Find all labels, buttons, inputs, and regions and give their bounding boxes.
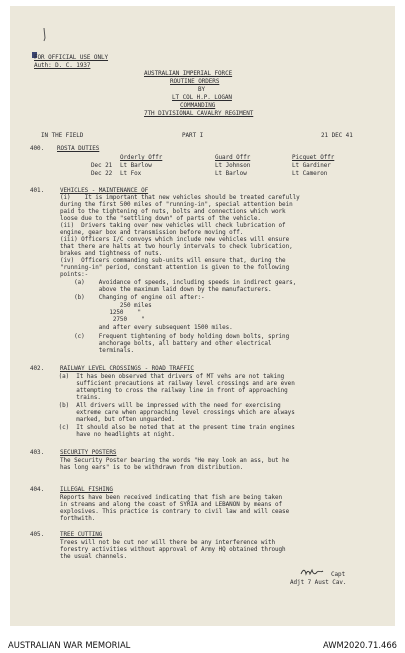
- section-403-title: SECURITY POSTERS: [60, 449, 117, 456]
- body-line: in streams and along the coast of SYRIA and LEBANON by means of: [60, 501, 283, 508]
- body-line: sufficient precautions at railway level crossings and are even: [48, 380, 295, 387]
- header-orders: ROUTINE ORDERS: [170, 78, 220, 85]
- body-line: marked, but often unguarded.: [48, 416, 175, 423]
- body-line: (iii) Officers I/C convoys which include new vehicles will ensure: [60, 236, 290, 243]
- body-line: (b) All drivers will be impressed with the need for exercising: [48, 402, 281, 409]
- header-commanding: COMMANDING: [180, 102, 216, 109]
- classification-line-2: Auth: D. C. 1937: [34, 62, 91, 69]
- body-line: The Security Poster bearing the words "He may look an ass, but he: [60, 457, 290, 464]
- body-line: explosives. This practice is contrary to civil law and will cease: [60, 508, 290, 515]
- body-line: brakes and tightness of nuts.: [60, 250, 163, 257]
- body-line: (iv) Officers commanding sub-units will ensure that, during the: [60, 257, 286, 264]
- roster-orderly: Lt Fox: [120, 170, 142, 177]
- body-line: "running-in" period, constant attention is given to the following: [60, 264, 290, 271]
- body-line: (i) It is important that new vehicles should be treated carefully: [60, 194, 300, 201]
- roster-col-guard: Guard Offr: [215, 154, 251, 161]
- body-line: (c) It should also be noted that at the present time train engines: [48, 424, 295, 431]
- body-line: (c) Frequent tightening of body holding down bolts, spring: [60, 333, 290, 340]
- body-line: (ii) Drivers taking over new vehicles will check lubrication of: [60, 222, 286, 229]
- body-line: have no headlights at night.: [48, 431, 175, 438]
- body-line: forestry activities without approval of Army HQ obtained through: [60, 546, 286, 553]
- body-line: 2750 ": [60, 316, 145, 323]
- roster-picquet: Lt Cameron: [292, 170, 328, 177]
- roster-picquet: Lt Gardiner: [292, 162, 331, 169]
- location: IN THE FIELD: [41, 132, 84, 139]
- body-line: (b) Changing of engine oil after:-: [60, 294, 205, 301]
- roster-guard: Lt Barlow: [215, 170, 247, 177]
- section-405-title: TREE CUTTING: [60, 531, 103, 538]
- header-commander: LT COL H.P. LOGAN: [172, 94, 232, 101]
- section-401-number: 401.: [30, 187, 45, 194]
- roster-col-picquet: Picquet Offr: [292, 154, 335, 161]
- body-line: paid to the tightening of nuts, bolts and connections which work: [60, 208, 286, 215]
- body-line: Reports have been received indicating that fish are being taken: [60, 494, 283, 501]
- archive-footer: [0, 631, 405, 653]
- header-unit: 7TH DIVISIONAL CAVALRY REGIMENT: [144, 110, 254, 117]
- roster-col-orderly: Orderly Offr: [120, 154, 163, 161]
- section-405-number: 405.: [30, 531, 45, 538]
- body-line: attempting to cross the railway line in front of approaching: [48, 387, 288, 394]
- classification-line-1: FOR OFFICIAL USE ONLY: [34, 54, 109, 61]
- footer-institution: AUSTRALIAN WAR MEMORIAL: [8, 640, 131, 650]
- signature-rank: Capt: [331, 571, 346, 578]
- body-line: and after every subsequent 1500 miles.: [60, 324, 233, 331]
- header-force: AUSTRALIAN IMPERIAL FORCE: [144, 70, 233, 77]
- section-404-number: 404.: [30, 486, 45, 493]
- part-label: PART I: [182, 132, 204, 139]
- body-line: Trees will not be cut nor will there be any interference with: [60, 539, 276, 546]
- section-401-title: VEHICLES - MAINTENANCE OF: [60, 187, 149, 194]
- body-line: above the maximum laid down by the manufacturers.: [60, 286, 272, 293]
- order-date: 21 DEC 41: [321, 132, 353, 139]
- footer-accession-number: AWM2020.71.466: [322, 640, 397, 650]
- section-404-title: ILLEGAL FISHING: [60, 486, 113, 493]
- signature-appointment: Adjt 7 Aust Cav.: [290, 579, 347, 586]
- section-400-number: 400.: [30, 145, 45, 152]
- roster-orderly: Lt Barlow: [120, 162, 152, 169]
- body-line: has long ears" is to be withdrawn from distribution.: [60, 464, 244, 471]
- section-402-title: RAILWAY LEVEL CROSSINGS - ROAD TRAFFIC: [60, 365, 194, 372]
- section-400-title: ROSTA DUTIES: [57, 145, 100, 152]
- body-line: loose due to the "settling down" of parts of the vehicle.: [60, 215, 261, 222]
- document-page: [10, 6, 395, 626]
- section-402-number: 402.: [30, 365, 45, 372]
- body-line: engine, gear box and transmission before moving off.: [60, 229, 244, 236]
- body-line: extreme care when approaching level crossings which are always: [48, 409, 295, 416]
- body-line: points:-: [60, 271, 89, 278]
- section-403-number: 403.: [30, 449, 45, 456]
- signature-scribble: [300, 568, 324, 577]
- body-line: trains.: [48, 394, 101, 401]
- roster-guard: Lt Johnson: [215, 162, 251, 169]
- body-line: that there are halts at two hourly intervals to check lubrication,: [60, 243, 293, 250]
- body-line: 1250 ": [60, 309, 142, 316]
- roster-date: Dec 22: [91, 170, 113, 177]
- roster-date: Dec 21: [91, 162, 113, 169]
- body-line: anchorage bolts, all battery and other electrical: [60, 340, 272, 347]
- body-line: during the first 500 miles of "running-in", special attention bein: [60, 201, 293, 208]
- pencil-mark: [42, 28, 47, 42]
- body-line: terminals.: [60, 347, 135, 354]
- body-line: the usual channels.: [60, 553, 127, 560]
- body-line: 250 miles: [60, 302, 152, 309]
- body-line: (a) Avoidance of speeds, including speeds in indirect gears,: [60, 279, 297, 286]
- body-line: forthwith.: [60, 515, 96, 522]
- header-by: BY: [198, 86, 206, 93]
- body-line: (a) It has been observed that drivers of MT vehs are not taking: [48, 373, 285, 380]
